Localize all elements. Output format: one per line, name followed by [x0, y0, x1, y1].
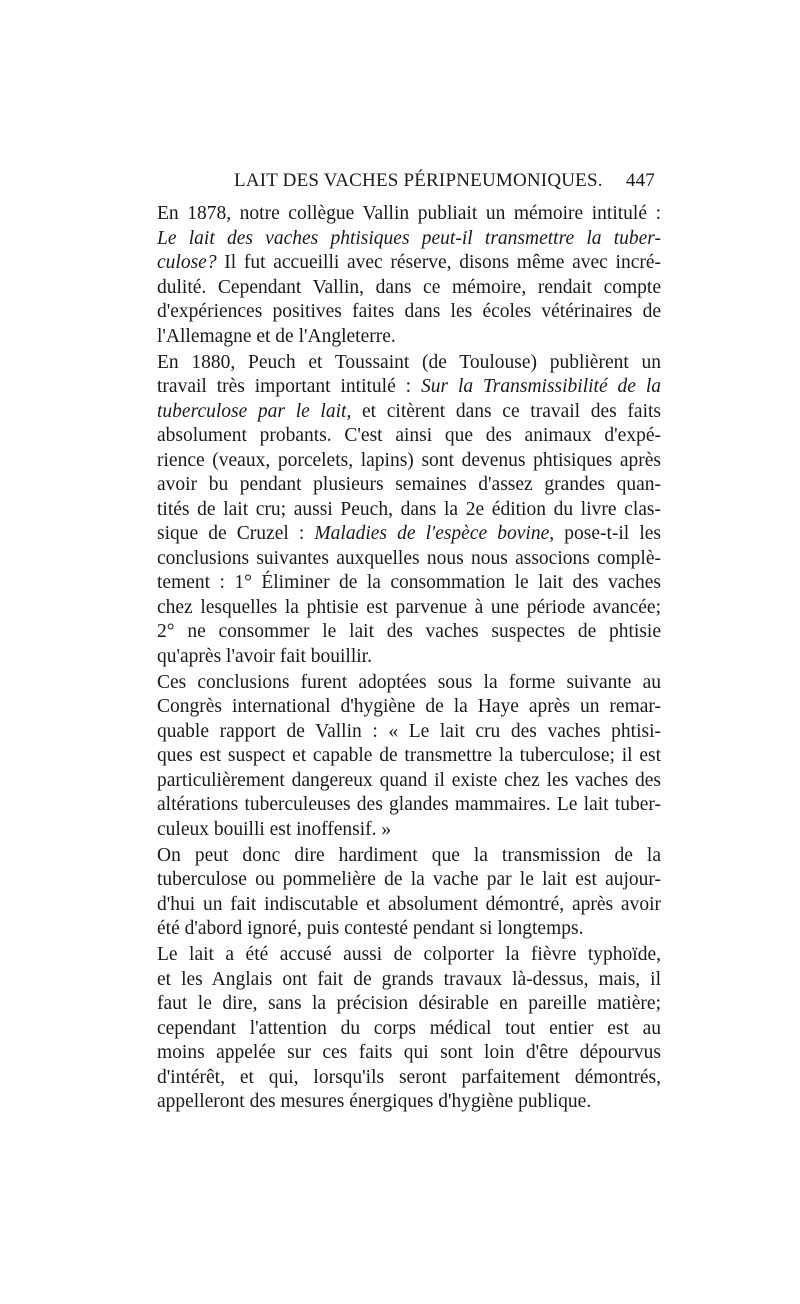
text-line: [135, 744, 661, 769]
text-line: [135, 351, 661, 376]
text-run: En 1878, notre collègue Vallin publiait un mémoire intitulé :: [157, 203, 661, 224]
text-line: [135, 1090, 661, 1115]
text-line: [135, 596, 661, 621]
text-run: et citèrent dans ce travail des faits: [351, 400, 662, 422]
text-run: d'intérêt, et qui, lorsqu'ils seront parfaitement démontrés,: [157, 1066, 661, 1088]
text-line: [135, 424, 661, 449]
text-run: tités de lait cru; aussi Peuch, dans la 2e édition du livre clas-: [157, 498, 661, 520]
paragraph: [135, 671, 661, 843]
text-line: [135, 793, 661, 818]
text-run: particulièrement dangereux quand il existe chez les vaches des: [157, 769, 661, 791]
text-line: [135, 968, 661, 993]
text-run: faut le dire, sans la précision désirable en pareille matière;: [157, 993, 661, 1014]
text-line: [135, 449, 661, 474]
text-run: appelleront des mesures énergiques d'hygiène publique.: [157, 1091, 592, 1112]
text-line: [135, 400, 661, 425]
text-line: [135, 868, 661, 893]
text-run: cependant l'attention du corps médical tout entier est au: [157, 1017, 661, 1039]
text-line: [135, 498, 661, 523]
italic-text: culose?: [157, 252, 217, 273]
text-run: Le lait a été accusé aussi de colporter la fièvre typhoïde,: [157, 944, 661, 965]
text-run: absolument probants. C'est ainsi que des animaux d'expé-: [157, 425, 661, 446]
paragraph: [135, 943, 661, 1115]
text-run: ques est suspect et capable de transmettre la tuberculose; il est: [157, 745, 661, 766]
text-run: moins appelée sur ces faits qui sont loin d'être dépourvus: [157, 1042, 661, 1063]
text-run: été d'abord ignoré, puis contesté pendant si longtemps.: [157, 918, 584, 939]
body-text: [135, 202, 661, 1116]
text-line: [135, 943, 661, 968]
italic-text: Maladies de l'espèce bovine,: [314, 523, 555, 544]
italic-text: tuberculose par le lait,: [157, 400, 352, 422]
text-line: [135, 202, 661, 227]
text-line: [135, 227, 661, 252]
text-line: [135, 720, 661, 745]
text-line: [135, 844, 661, 869]
page-number: 447: [625, 170, 655, 191]
text-run: tement : 1° Éliminer de la consommation le lait des vaches: [157, 572, 661, 593]
text-line: [135, 992, 661, 1017]
text-run: pose-t-il les: [554, 523, 661, 544]
text-line: [135, 300, 661, 325]
text-line: [135, 571, 661, 596]
text-line: [135, 671, 661, 696]
text-line: [135, 769, 661, 794]
text-line: [135, 917, 661, 942]
text-run: l'Allemagne et de l'Angleterre.: [157, 325, 396, 347]
text-run: sique de Cruzel :: [157, 523, 315, 544]
text-run: conclusions suivantes auxquelles nous nous associons complè-: [157, 547, 661, 569]
text-line: [135, 325, 661, 350]
text-line: [135, 547, 661, 572]
text-line: [135, 375, 661, 400]
paragraph: [135, 844, 661, 942]
text-run: Congrès international d'hygiène de la Haye après un remar-: [157, 696, 661, 717]
text-run: Il fut accueilli avec réserve, disons même avec incré-: [216, 252, 661, 273]
text-line: [135, 1041, 661, 1066]
text-run: et les Anglais ont fait de grands travaux là-dessus, mais, il: [157, 968, 661, 990]
text-line: [135, 473, 661, 498]
text-run: rience (veaux, porcelets, lapins) sont devenus phtisiques après: [157, 449, 661, 471]
text-run: travail très important intitulé :: [157, 376, 421, 397]
paragraph: [135, 202, 661, 349]
italic-text: Sur la Transmissibilité de la: [420, 376, 661, 397]
text-line: [135, 695, 661, 720]
text-run: culeux bouilli est inoffensif. »: [157, 818, 392, 840]
text-run: 2° ne consommer le lait des vaches suspectes de phtisie: [157, 621, 661, 642]
text-run: qu'après l'avoir fait bouillir.: [157, 645, 372, 667]
text-line: [135, 1066, 661, 1091]
running-title: LAIT DES VACHES PÉRIPNEUMONIQUES.: [234, 170, 603, 191]
text-run: tuberculose ou pommelière de la vache par le lait est aujour-: [157, 869, 661, 890]
text-line: [135, 645, 661, 670]
text-run: chez lesquelles la phtisie est parvenue à une période avancée;: [157, 596, 661, 618]
italic-text: Le lait des vaches phtisiques peut-il transmettre la tuber-: [157, 227, 661, 249]
text-line: [135, 893, 661, 918]
text-run: d'hui un fait indiscutable et absolument démontré, après avoir: [157, 893, 661, 915]
text-run: dulité. Cependant Vallin, dans ce mémoire, rendait compte: [157, 276, 661, 298]
text-run: d'expériences positives faites dans les écoles vétérinaires de: [157, 301, 661, 322]
text-line: [135, 276, 661, 301]
text-run: On peut donc dire hardiment que la transmission de la: [157, 844, 661, 866]
paragraph: [135, 351, 661, 670]
text-line: [135, 1017, 661, 1042]
text-run: quable rapport de Vallin : « Le lait cru des vaches phtisi-: [157, 720, 661, 742]
text-run: En 1880, Peuch et Toussaint (de Toulouse) publièrent un: [157, 351, 661, 373]
running-header: [130, 164, 655, 196]
text-line: [135, 251, 661, 276]
text-run: avoir bu pendant plusieurs semaines d'assez grandes quan-: [157, 474, 661, 495]
text-line: [135, 818, 661, 843]
text-line: [135, 522, 661, 547]
text-run: altérations tuberculeuses des glandes mammaires. Le lait tuber-: [157, 794, 661, 815]
text-line: [135, 620, 661, 645]
text-run: Ces conclusions furent adoptées sous la forme suivante au: [157, 671, 661, 693]
